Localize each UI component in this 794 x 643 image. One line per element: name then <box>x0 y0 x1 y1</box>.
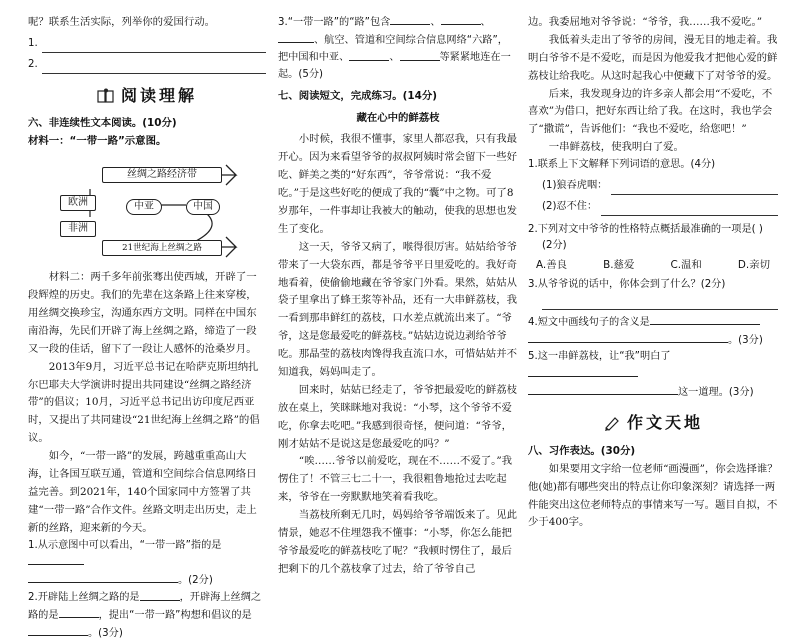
intro-text: 呢？联系生活实际，列举你的爱国行动。 <box>28 16 216 28</box>
question-3-2-score: (2分) <box>542 240 567 252</box>
question-3-3: 3.从爷爷说的话中，你体会到了什么？(2分) <box>528 278 726 290</box>
books-icon <box>97 88 115 104</box>
writing-banner <box>528 409 778 437</box>
question-3-4: 4.短文中画线句子的含义是 。(3分) <box>528 314 778 349</box>
material-2-text: 材料二：两千多年前张骞出使西域，开辟了一段辉煌的历史。我们的先辈在这条路上往来穿梭，用丝绸交换珍宝，沟通东西方文明。同样在中国东南沿海，先民们开辟了海上丝绸之路，缔造了一段又一段的佳话，留下了一段让人感怀的沧桑岁月。 <box>28 271 257 355</box>
answer-blank[interactable] <box>28 554 84 565</box>
option-d[interactable]: D.亲切 <box>737 258 770 271</box>
material-2-para-2: 2013年9月，习近平总书记在哈萨克斯坦纳扎尔巴耶夫大学演讲时提出共同建设“丝绸之路经济带”的倡议；10月，习近平总书记出访印度尼西亚时，又提出了共同建设“21世纪海上丝绸之路”的倡议。 <box>28 360 260 445</box>
section-6-title: 六、非连续性文本阅读。(10分) <box>28 117 177 130</box>
banner-title: 作文天地 <box>626 413 703 433</box>
answer-blank[interactable] <box>28 625 88 636</box>
answer-blank[interactable] <box>59 607 99 618</box>
option-b[interactable]: B.慈爱 <box>603 258 635 271</box>
story-para-5: 当荔枝所剩无几时，妈妈给爷爷端饭来了。见此情景，她忍不住埋怨我不懂事：“小琴，你怎么能把爷爷最爱吃的鲜荔枝吃了呢？”我顿时愣住了，最后把剩下的几个荔枝拿了过去，给了爷爷自己 <box>278 509 517 575</box>
answer-line-2[interactable]: 2. <box>28 57 266 74</box>
story-para-6: 边。我委屈地对爷爷说：“爷爷，我……我不爱吃。” <box>528 16 763 28</box>
answer-blank[interactable] <box>140 589 180 600</box>
central-asia-label: 中亚 <box>126 199 162 215</box>
pencil-icon <box>603 415 621 431</box>
maritime-road-label: 21世纪海上丝绸之路 <box>102 240 222 256</box>
story-para-2: 这一天，爷爷又病了，喉得很厉害。姑姑给爷爷带来了一大袋东西，都是爷爷平日里爱吃的。我好奇地看着，使偷偷地藏在爷爷家门外看。果然，姑姑从袋子里拿出了蜂王浆等补品，还有一大串鲜荔枝，我一看到那串鲜红的荔枝，口水差点就流出来了。“爷爷，这是您最爱吃的鲜荔枝。”姑姑边说边剥给爷爷吃。那晶莹的荔枝肉馋得我直流口水，可惜姑姑并不知道我，妈妈叫走了。 <box>278 240 517 378</box>
question-3-5: 5.这一串鲜荔枝，让“我”明白了 这一道理。(3分) <box>528 351 754 398</box>
option-c[interactable]: C.温和 <box>670 258 702 271</box>
answer-blank[interactable] <box>278 32 314 43</box>
story-para-9: 一串鲜荔枝，使我明白了爱。 <box>548 141 684 154</box>
answer-row-1b[interactable]: (2)忍不住： <box>528 199 778 216</box>
question-3: 3.“一带一路”的“路”包含 、 、、航空、管道和空间综合信息网络“六路”，把中国和中亚、 、 等紧紧地连在一起。(5分) <box>278 14 518 84</box>
answer-blank[interactable] <box>400 49 440 60</box>
story-para-4: “唉……爷爷以前爱吃，现在不……不爱了。”我愣住了！不管三七二十一，我很粗鲁地抢过去吃起来，爷爷在一旁默默地笑着看我吃。 <box>278 455 513 504</box>
essay-prompt: 如果要用文字给一位老师“画漫画”，你会选择谁？他(她)都有哪些突出的特点让你印象深刻？请选择一两件能突出这位老师特点的事情来写一写。题目自拟，不少于400字。 <box>528 462 778 529</box>
column-left <box>28 14 266 643</box>
europe-label: 欧洲 <box>60 195 96 211</box>
china-label: 中国 <box>186 199 220 215</box>
answer-blank[interactable] <box>528 366 638 377</box>
column-right <box>528 14 778 532</box>
answer-blank[interactable] <box>650 314 760 325</box>
story-para-1: 小时候，我很不懂事，家里人都忍我，只有我最开心。因为来看望爷爷的叔叔阿姨时常会留下一些好吃、鲜美之类的“好东西”，爷爷常说：“我不爱吃。”于是这些好吃的便成了我的“囊”中之物。可了8岁那年，一件事却让我被大的触动，使我的思想也发生了变化。 <box>278 133 517 235</box>
column-middle <box>278 14 518 579</box>
question-3-1: 1.联系上下文解释下列词语的意思。(4分) <box>528 159 716 171</box>
answer-line-1[interactable]: 1. <box>28 36 266 53</box>
answer-blank[interactable] <box>349 49 389 60</box>
choice-options <box>528 257 778 275</box>
answer-line-3[interactable] <box>542 293 778 310</box>
section-8-title: 八、习作表达。(30分) <box>528 444 636 457</box>
answer-blank[interactable] <box>528 332 728 343</box>
option-a[interactable]: A.善良 <box>536 258 568 271</box>
belt-road-diagram <box>46 155 246 263</box>
question-1: 1.从示意图中可以看出，“一带一路”指的是 。(2分) <box>28 539 222 586</box>
story-para-8: 后来，我发现身边的许多亲人都会用“不爱吃，不喜欢”为借口，把好东西让给了我。在这时，我也学会了“撒谎”，告诉他们：“我也不爱吃，给您吧！” <box>528 87 773 136</box>
answer-blank[interactable] <box>28 572 178 583</box>
answer-blank[interactable] <box>441 14 481 25</box>
banner-title: 阅读理解 <box>120 85 197 105</box>
question-2: 2.开辟陆上丝绸之路的是 ，开辟海上丝绸之路的是 ，提出“一带一路”构想和倡议的是。(3分) <box>28 589 266 642</box>
africa-label: 非洲 <box>60 221 96 237</box>
story-title: 藏在心中的鲜荔枝 <box>356 111 440 124</box>
question-3-2: 2.下列对文中爷爷的性格特点概括最准确的一项是( ) <box>528 223 763 235</box>
story-para-7: 我低着头走出了爷爷的房间，漫无目的地走着。我明白爷爷不是不爱吃，而是因为他爱我才把他心爱的鲜荔枝让给我吃。从这时起我心中便藏下了对爷爷的爱。 <box>528 33 778 82</box>
section-7-title: 七、阅读短文，完成练习。(14分) <box>278 89 438 102</box>
material-2-para-3: 如今，“一带一路”的发展，跨越重重高山大海，让各国互联互通，管道和空间综合信息网络日益完善。到2021年，140个国家同中方签署了共建“一带一路”合作文件。丝路文明走出历史，走上新的丝路，迎来新的今天。 <box>28 450 257 534</box>
story-para-3: 回来时，姑姑已经走了，爷爷把最爱吃的鲜荔枝放在桌上，笑眯眯地对我说：“小琴，这个爷爷不爱吃，你拿去吃吧。”我感到很奇怪，便问道：“爷爷，刚才姑姑不是说这是您最爱吃的吗？” <box>278 383 517 450</box>
answer-blank[interactable] <box>528 384 678 395</box>
answer-row-1a[interactable]: (1)狼吞虎咽： <box>528 178 778 195</box>
material-1-title: 材料一：“一带一路”示意图。 <box>28 135 167 148</box>
answer-blank[interactable] <box>390 14 430 25</box>
reading-banner <box>28 82 266 110</box>
silk-road-belt-label: 丝绸之路经济带 <box>102 167 222 183</box>
